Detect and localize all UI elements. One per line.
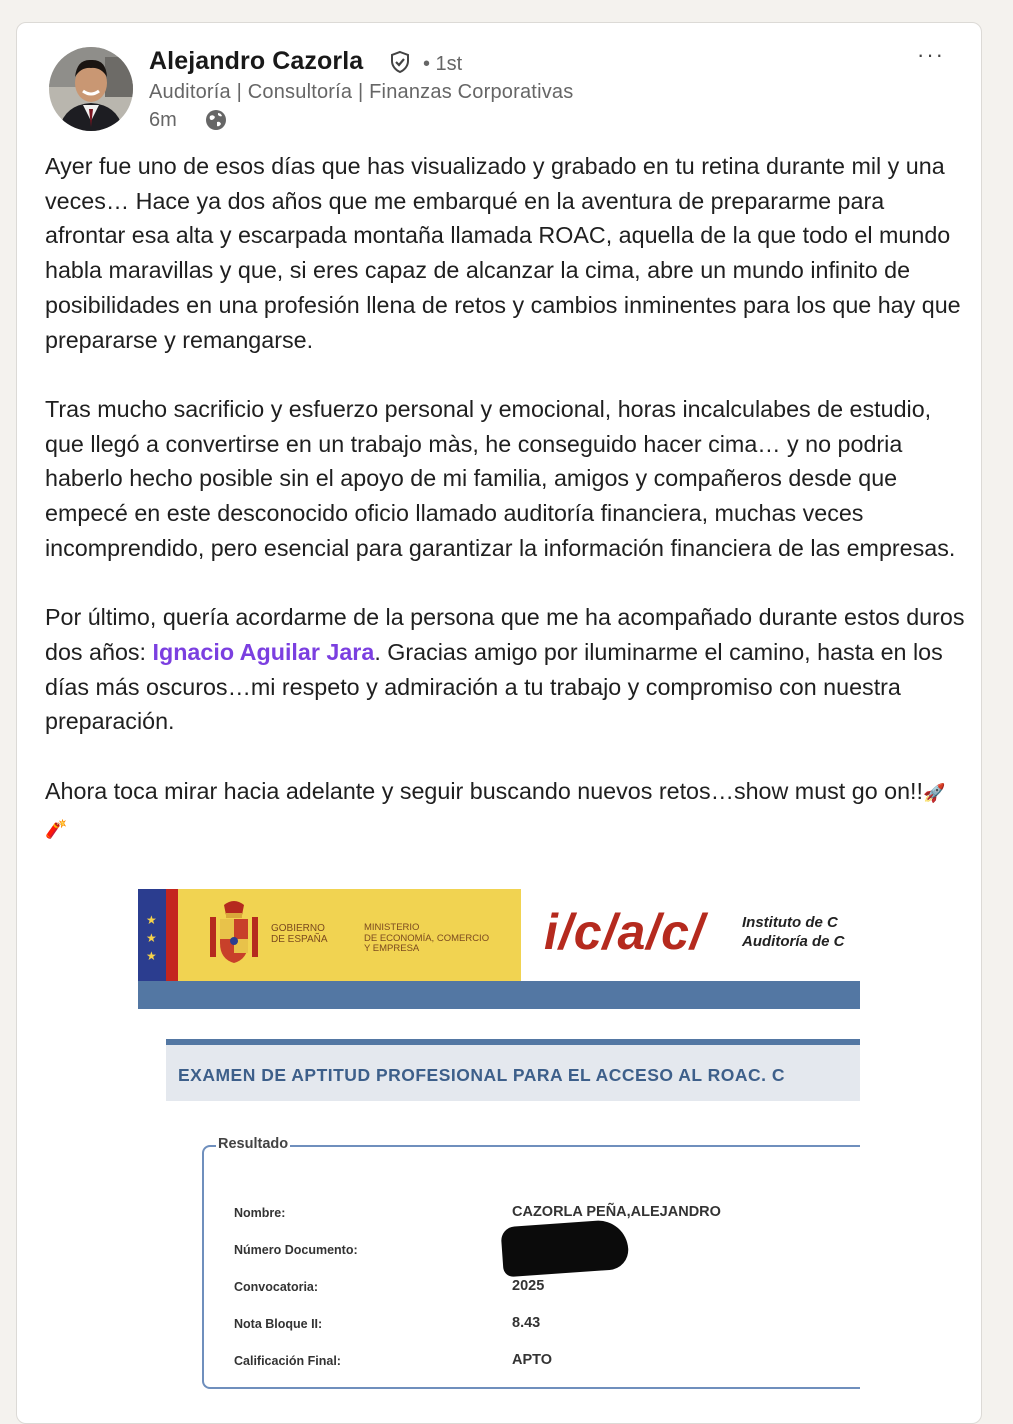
- flag-icon: [138, 889, 178, 981]
- exam-title-bar: [166, 1039, 860, 1101]
- author-avatar[interactable]: [49, 47, 133, 131]
- redaction-mark: [500, 1219, 629, 1278]
- field-value-nota: 8.43: [512, 1315, 541, 1331]
- post-paragraph: Ayer fue uno de esos días que has visualizado y grabado en tu retina durante mil y una veces… Hace ya dos años que me embarqué en la aventura de prepararme para afrontar esa alta y escarpada montaña llamada ROAC, aquella de la que todo el mundo habla maravillas y que, si eres capaz de alcanzar la cima, abre un mundo infinito de posibilidades en una profesión llena de retos y cambios inminentes para los que hay que prepararse y remangarse.: [45, 153, 961, 353]
- author-name[interactable]: Alejandro Cazorla: [149, 47, 364, 75]
- post-image[interactable]: [138, 889, 860, 1409]
- field-value-nombre: CAZORLA PEÑA,ALEJANDRO: [512, 1204, 721, 1220]
- icac-subtitle: Instituto de C Auditoría de C: [742, 914, 845, 950]
- field-label-convocatoria: Convocatoria:: [234, 1280, 319, 1294]
- field-label-calificacion: Calificación Final:: [234, 1354, 341, 1368]
- field-value-convocatoria: 2025: [512, 1278, 545, 1294]
- field-label-nota: Nota Bloque II:: [234, 1317, 323, 1331]
- post-timestamp: 6m: [149, 109, 177, 131]
- star-icon: ★: [146, 931, 157, 945]
- globe-icon: [204, 108, 228, 132]
- post-text-segment: . Gracias amigo por iluminarme el camino, hasta en los días más oscuros…mi respeto y admiración a tu trabajo y compromiso con nuestra preparación.: [45, 638, 943, 735]
- field-value-calificacion: APTO: [512, 1352, 553, 1368]
- post-paragraph: Tras mucho sacrificio y esfuerzo personal y emocional, horas incalculabes de estudio, que llegó a convertirse en un trabajo màs, he conseguido hacer cima… y no podria haberlo hecho posible sin el apoyo de mi familia, amigos y compañeros desde que empecé en este desconocido oficio llamado auditoría financiera, muchas veces incomprendido, pero esencial para garantizar la información financiera de las empresas.: [45, 395, 956, 561]
- emoji-group: 🚀🧨: [45, 782, 946, 840]
- mention-link[interactable]: Ignacio Aguilar Jara: [152, 638, 375, 665]
- verified-shield-icon: [388, 50, 412, 74]
- post-paragraph: [45, 600, 965, 739]
- post-text-segment: Ahora toca mirar hacia adelante y seguir buscando nuevos retos…show must go on!!: [45, 777, 924, 804]
- government-banner: [178, 889, 521, 981]
- result-legend: Resultado: [218, 1136, 289, 1152]
- star-icon: ★: [146, 949, 157, 963]
- star-icon: ★: [146, 913, 157, 927]
- field-label-documento: Número Documento:: [234, 1243, 358, 1257]
- header-divider: [138, 981, 860, 1009]
- document-header: [138, 889, 860, 981]
- connection-degree: • 1st: [423, 53, 463, 75]
- post-card: [16, 22, 982, 1424]
- exam-title: EXAMEN DE APTITUD PROFESIONAL PARA EL ACCESO AL ROAC. C: [178, 1065, 785, 1085]
- post-text: [45, 149, 965, 882]
- author-headline: Auditoría | Consultoría | Finanzas Corporativas: [149, 81, 574, 103]
- post-paragraph: [45, 774, 965, 847]
- government-label: GOBIERNO DE ESPAÑA: [271, 923, 328, 945]
- more-options-button[interactable]: ···: [917, 42, 945, 67]
- coat-of-arms-icon: [206, 897, 262, 969]
- icac-logo: i/c/a/c/: [544, 904, 705, 960]
- ministry-label: MINISTERIO DE ECONOMÍA, COMERCIO Y EMPRESA: [364, 922, 490, 954]
- post-text-segment: Por último, quería acordarme de la persona que me ha acompañado durante estos duros dos años:: [45, 604, 965, 665]
- field-label-nombre: Nombre:: [234, 1206, 286, 1220]
